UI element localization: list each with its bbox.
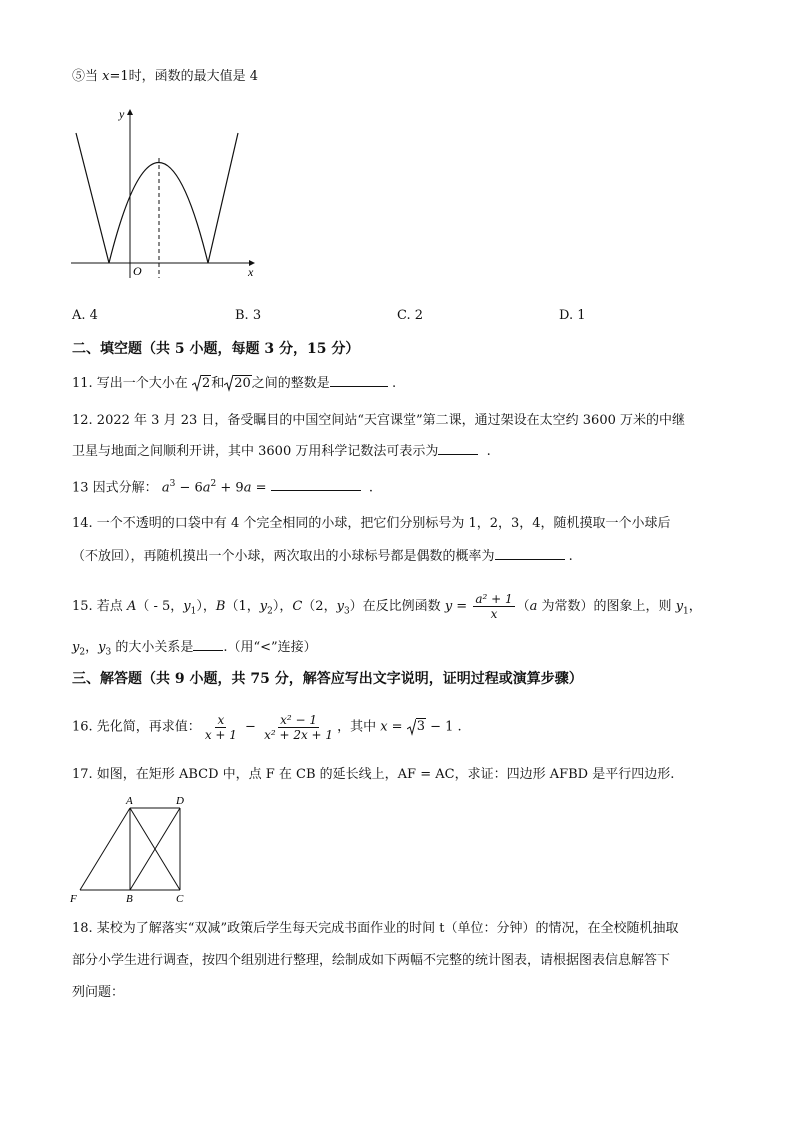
sqrt-2: 2 [192, 374, 211, 393]
q15-answer-blank[interactable] [193, 638, 223, 651]
y-axis-label: y [119, 107, 125, 121]
q11-answer-blank[interactable] [330, 374, 388, 387]
sqrt-20: 20 [224, 374, 252, 393]
q14-line1: 14. 一个不透明的口袋中有 4 个完全相同的小球，把它们分别标号为 1，2，3，4，随机摸取一个小球后 [72, 516, 671, 531]
q15-line2: $y_2$，$y_3$ 的大小关系是 .（用“<”连接） [72, 640, 317, 658]
q12-line2: 卫星与地面之间顺利开讲，其中 3600 万用科学记数法可表示为 . [72, 444, 491, 459]
label-F: F [70, 893, 77, 905]
q12-answer-blank[interactable] [438, 442, 478, 455]
q11: 11. 写出一个大小在 2和 20之间的整数是 . [72, 375, 397, 391]
choice-c[interactable]: C. 2 [397, 308, 424, 323]
item5-var: x [102, 69, 110, 84]
item5-text: =1时，函数的最大值是 4 [109, 69, 259, 84]
q16-fraction-2: $\frac{\text{x² − 1}}{\text{x² + 2x + 1}}$ [264, 712, 334, 742]
q16: 16. 先化简，再求值： $\frac{x}{x + 1}$ − $\frac{\text{x² − 1}}{\text{x² + 2x + 1}}$ ，其中 x = 3 − 1 . [72, 712, 462, 742]
q14-line2: （不放回），再随机摸出一个小球，两次取出的小球标号都是偶数的概率为 . [72, 549, 573, 564]
q16-fraction-1: $\frac{x}{x + 1}$ [204, 712, 237, 742]
rectangle-figure [66, 794, 196, 906]
x-axis-label: x [248, 265, 254, 279]
q12-line1: 12. 2022 年 3 月 23 日，备受瞩目的中国空间站“天宫课堂”第二课，通过架设在太空约 3600 万米的中继 [72, 413, 686, 428]
answer-choices [72, 308, 672, 326]
choice-a[interactable]: A. 4 [72, 308, 98, 323]
section2-heading: 二、填空题（共 5 小题，每题 3 分，15 分） [72, 341, 360, 357]
q15-fraction: $\frac{\text{a² + 1}}{x}$ [475, 592, 513, 621]
q10-item5 [72, 68, 258, 86]
q13: 13 因式分解： $a^3 - 6a^2 + 9a$ = . [72, 479, 374, 496]
choice-b[interactable]: B. 3 [235, 308, 262, 323]
q18-line2: 部分小学生进行调查，按四个组别进行整理，绘制成如下两幅不完整的统计图表，请根据图表信息解答下 [72, 953, 671, 968]
q15-line1: 15. 若点 A（ - 5，$y_1$），B（1，$y_2$），C（2，$y_3$）在反比例函数 y = $\frac{\text{a² + 1}}{x}$ （a 为常数）的图象上，则 $y_1$， [72, 592, 702, 621]
label-B: B [126, 893, 133, 905]
function-graph [66, 100, 266, 285]
q14-answer-blank[interactable] [495, 547, 565, 560]
choice-d[interactable]: D. 1 [559, 308, 586, 323]
section3-heading: 三、解答题（共 9 小题，共 75 分，解答应写出文字说明，证明过程或演算步骤） [72, 671, 583, 687]
label-D: D [176, 795, 184, 807]
q13-answer-blank[interactable] [271, 478, 361, 491]
function-curve [76, 133, 238, 263]
item5-prefix: ⑤当 [72, 69, 103, 84]
sqrt-3: 3 [407, 712, 426, 742]
origin-label: O [133, 264, 142, 278]
q18-line1: 18. 某校为了解落实“双减”政策后学生每天完成书面作业的时间 t（单位：分钟）的情况，在全校随机抽取 [72, 921, 679, 936]
label-C: C [176, 893, 184, 905]
label-A: A [126, 795, 133, 807]
q17: 17. 如图，在矩形 ABCD 中，点 F 在 CB 的延长线上，AF = AC，求证：四边形 AFBD 是平行四边形. [72, 767, 675, 782]
q18-line3: 列问题： [72, 985, 125, 1000]
